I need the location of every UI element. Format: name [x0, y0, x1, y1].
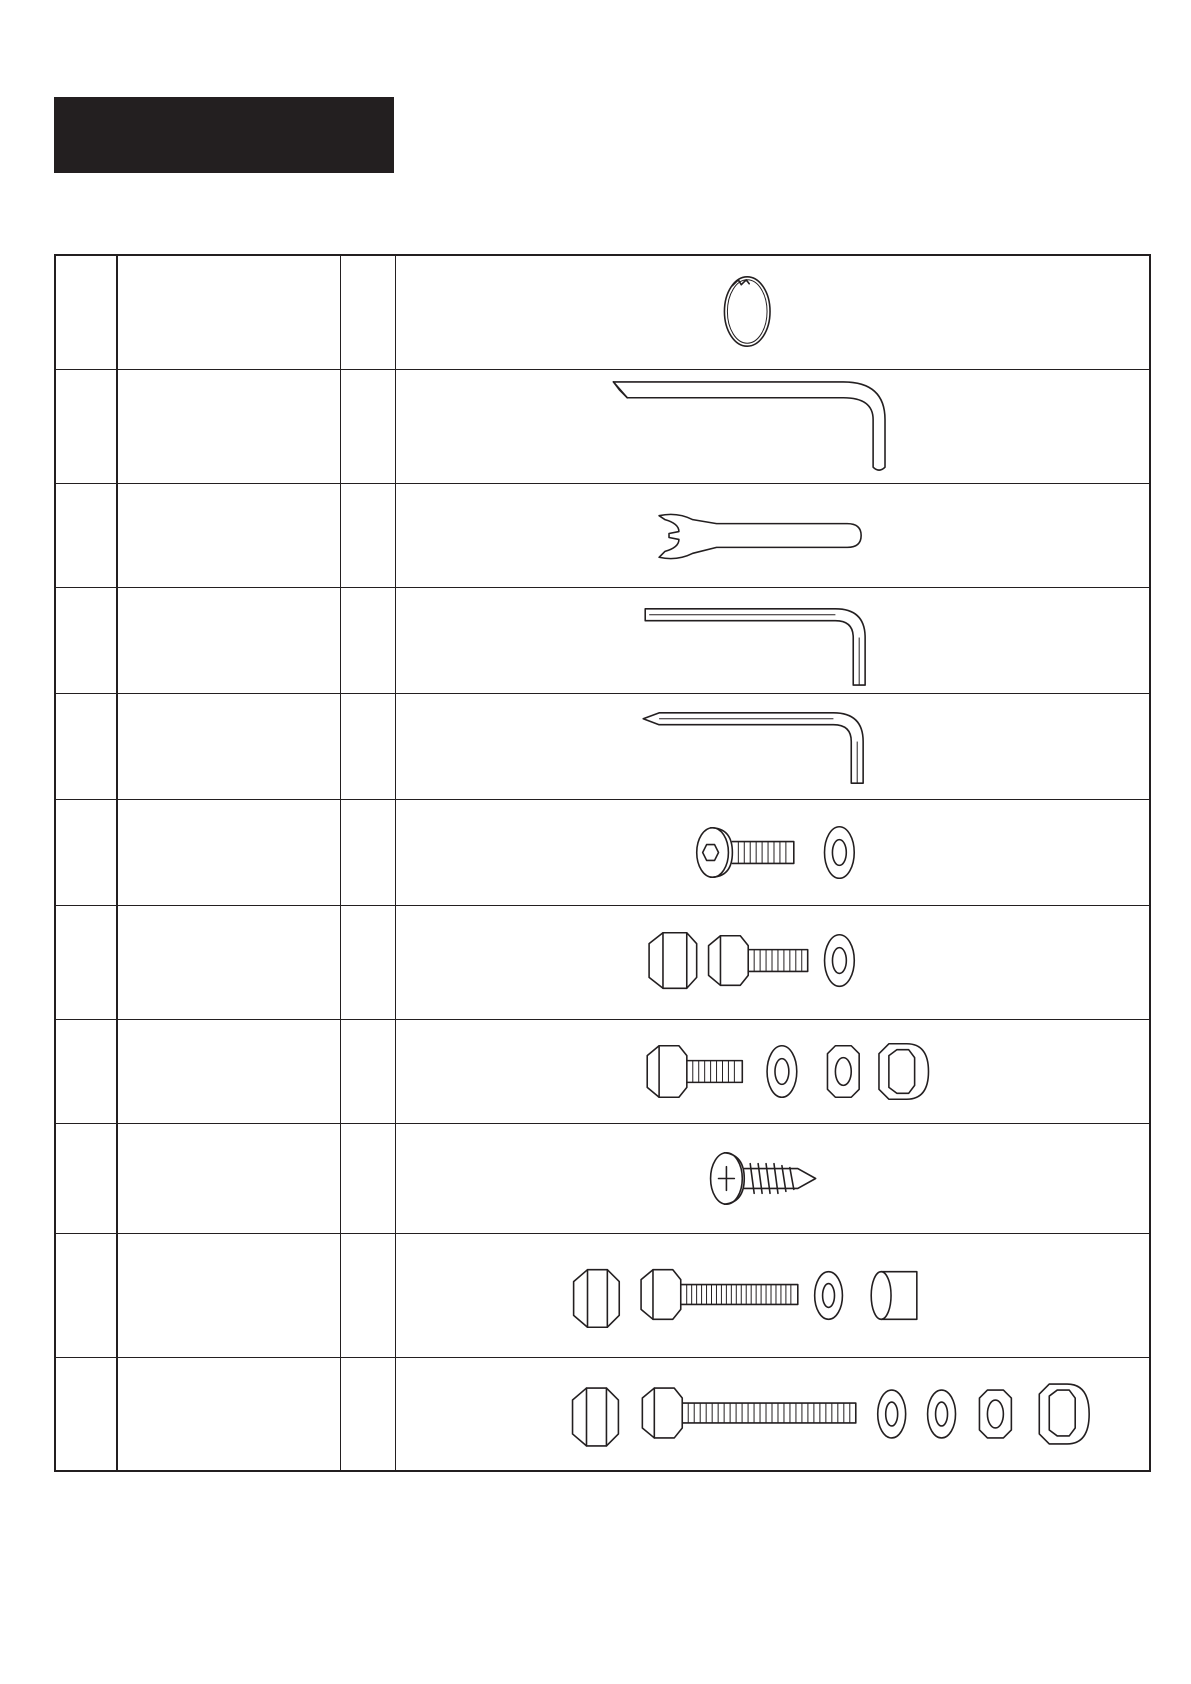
part-number: [56, 256, 116, 369]
part-quantity: [342, 1124, 394, 1233]
part-description: [118, 370, 348, 483]
part-number: [56, 1124, 116, 1233]
pan-head-screw-and-washer-icon: [397, 800, 1149, 905]
part-quantity: [342, 694, 394, 799]
table-row: [56, 484, 1149, 588]
long-hex-bolt-washer-spacer-icon: [397, 1234, 1149, 1357]
table-row: [56, 1124, 1149, 1234]
snap-ring-icon: [397, 256, 1149, 369]
table-row: [56, 256, 1149, 370]
part-quantity: [342, 588, 394, 693]
part-quantity: [342, 1234, 394, 1357]
part-description: [118, 1234, 348, 1357]
part-number: [56, 694, 116, 799]
part-description: [118, 800, 348, 905]
part-number: [56, 588, 116, 693]
part-number: [56, 484, 116, 587]
part-quantity: [342, 256, 394, 369]
part-number: [56, 906, 116, 1019]
table-row: [56, 1234, 1149, 1358]
part-quantity: [342, 1020, 394, 1123]
part-quantity: [342, 484, 394, 587]
part-description: [118, 1124, 348, 1233]
part-quantity: [342, 906, 394, 1019]
table-row: [56, 906, 1149, 1020]
part-illustration: [397, 484, 1149, 587]
part-illustration: [397, 694, 1149, 799]
part-description: [118, 588, 348, 693]
part-illustration: [397, 1020, 1149, 1123]
part-illustration: [397, 370, 1149, 483]
pointed-hex-key-icon: [397, 694, 1149, 799]
part-description: [118, 694, 348, 799]
part-illustration: [397, 1124, 1149, 1233]
part-quantity: [342, 1358, 394, 1472]
hex-bolt-washer-nut-cap-nut-icon: [397, 1020, 1149, 1123]
part-illustration: [397, 256, 1149, 369]
part-quantity: [342, 370, 394, 483]
part-description: [118, 484, 348, 587]
hardware-parts-table: [54, 254, 1151, 1472]
part-number: [56, 1358, 116, 1472]
open-wrench-icon: [397, 484, 1149, 587]
table-row: [56, 370, 1149, 484]
part-illustration: [397, 800, 1149, 905]
part-number: [56, 370, 116, 483]
table-row: [56, 588, 1149, 694]
longest-hex-bolt-washers-nut-cap-nut-icon: [397, 1358, 1149, 1472]
part-illustration: [397, 1358, 1149, 1472]
section-title-block: [54, 97, 394, 173]
part-illustration: [397, 1234, 1149, 1357]
table-row: [56, 694, 1149, 800]
table-row: [56, 1358, 1149, 1472]
self-drilling-screw-icon: [397, 1124, 1149, 1233]
part-illustration: [397, 906, 1149, 1019]
part-description: [118, 256, 348, 369]
part-illustration: [397, 588, 1149, 693]
part-number: [56, 1234, 116, 1357]
part-quantity: [342, 800, 394, 905]
part-number: [56, 800, 116, 905]
table-row: [56, 1020, 1149, 1124]
table-row: [56, 800, 1149, 906]
part-description: [118, 1358, 348, 1472]
part-description: [118, 906, 348, 1019]
large-allen-key-icon: [397, 370, 1149, 483]
hex-bolt-and-washer-icon: [397, 906, 1149, 1019]
part-number: [56, 1020, 116, 1123]
hex-key-icon: [397, 588, 1149, 693]
part-description: [118, 1020, 348, 1123]
